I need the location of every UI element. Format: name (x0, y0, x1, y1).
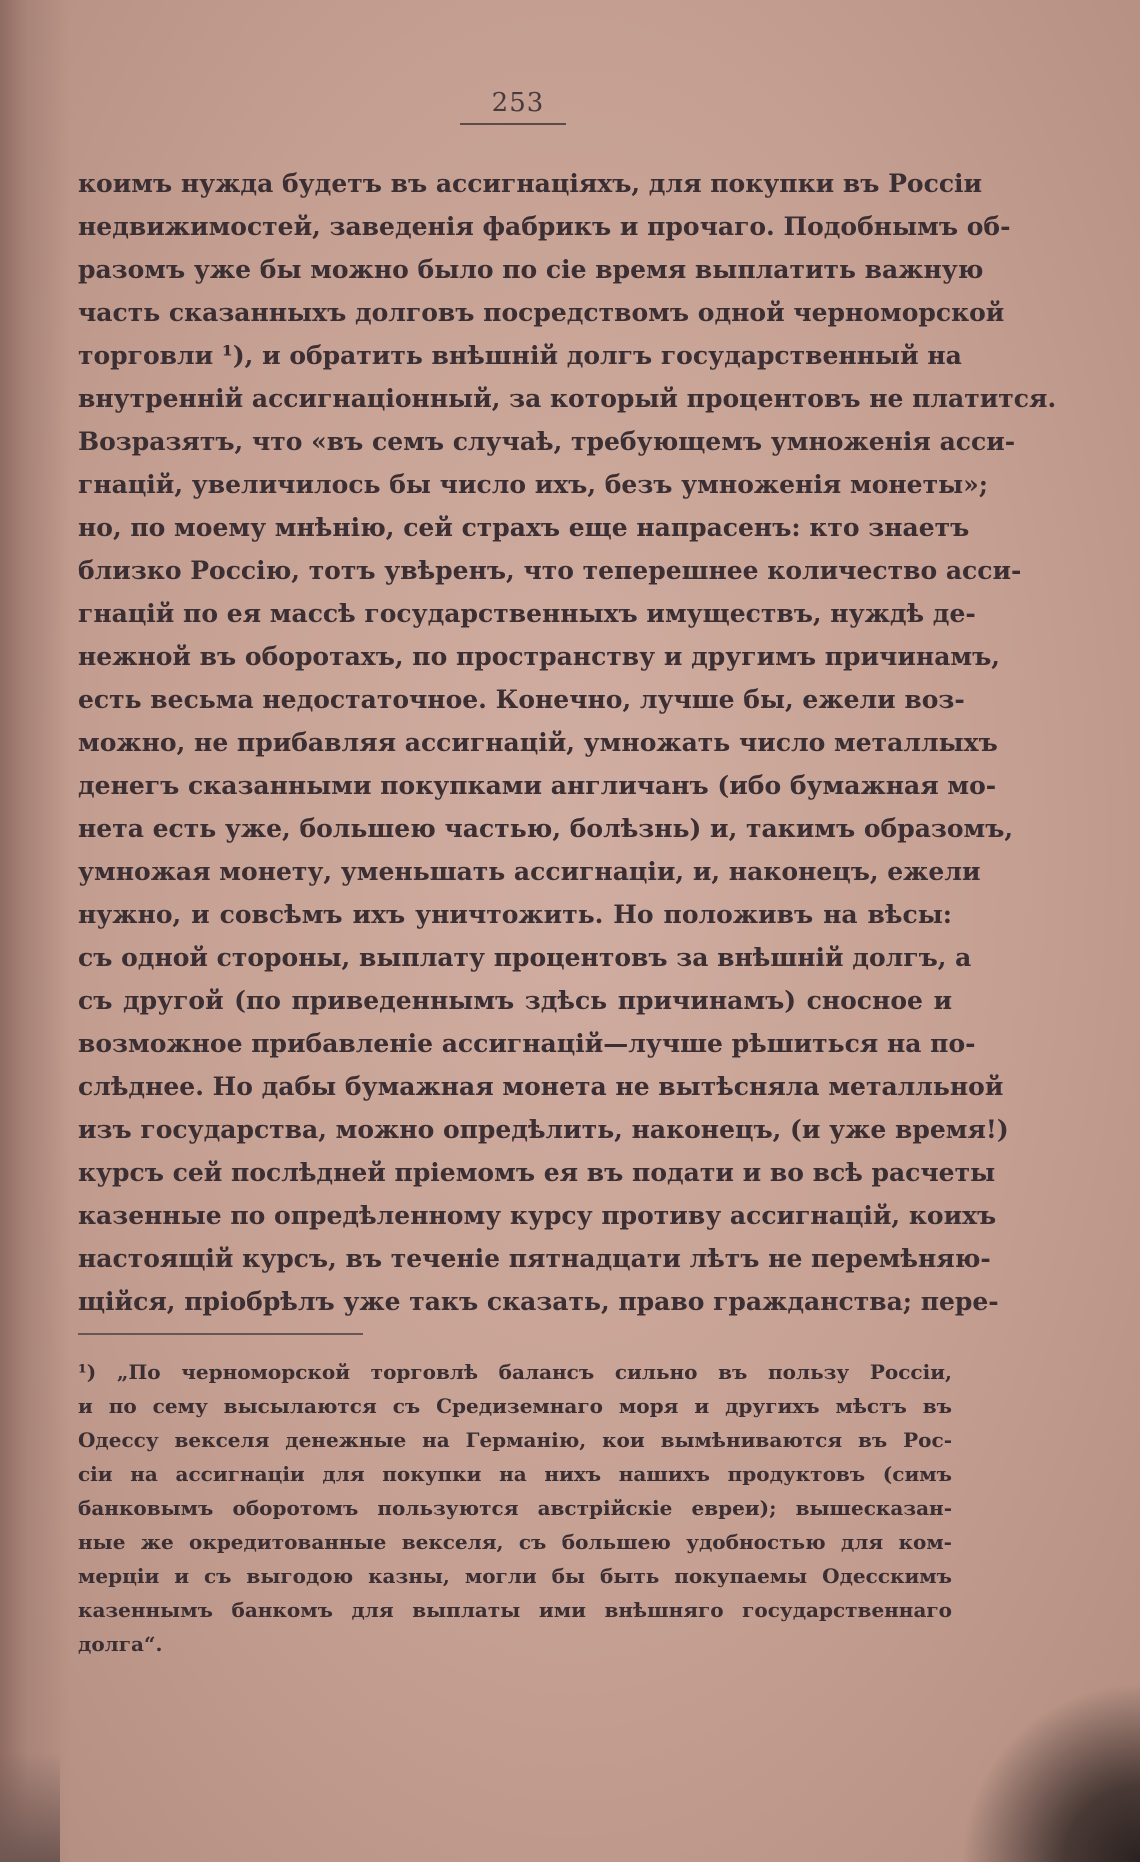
footnote-line: казеннымъ банкомъ для выплаты ими внѣшняго государственнаго (78, 1598, 952, 1622)
text-line: гнацiй по ея массѣ государственныхъ имуществъ, нуждѣ де- (78, 599, 976, 628)
text-line: Возразятъ, что «въ семъ случаѣ, требующемъ умноженiя асси- (78, 427, 1016, 456)
text-line: разомъ уже бы можно было по сiе время выплатить важную (78, 255, 984, 284)
text-line: часть сказанныхъ долговъ посредствомъ одной черноморской (78, 298, 1005, 327)
text-line: съ другой (по приведеннымъ здѣсь причинамъ) сносное и (78, 986, 952, 1015)
footnote-line: ¹) „По черноморской торговлѣ балансъ сильно въ пользу Россiи, (78, 1360, 952, 1384)
footnote (78, 1355, 952, 1661)
text-line: денегъ сказанными покупками англичанъ (ибо бумажная мо- (78, 771, 997, 800)
page-shadow-left (0, 0, 70, 1862)
text-line: слѣднее. Но дабы бумажная монета не вытѣсняла металльной (78, 1072, 1004, 1101)
text-line: близко Россiю, тотъ увѣренъ, что теперешнее количество асси- (78, 556, 1022, 585)
text-line: гнацiй, увеличилось бы число ихъ, безъ умноженiя монеты»; (78, 470, 988, 499)
page-number: 253 (491, 88, 545, 118)
footnote-line: Одессу векселя денежные на Германiю, кои вымѣниваются въ Рос- (78, 1428, 952, 1452)
text-line: нета есть уже, большею частью, болѣзнь) и, такимъ образомъ, (78, 814, 1014, 843)
text-line: нужно, и совсѣмъ ихъ уничтожить. Но положивъ на вѣсы: (78, 900, 952, 929)
footnote-rule (78, 1333, 363, 1335)
page-shadow-corner (960, 1682, 1140, 1862)
text-line: есть весьма недостаточное. Конечно, лучше бы, ежели воз- (78, 685, 965, 714)
footnote-line: ные же окредитованные векселя, съ большею удобностью для ком- (78, 1530, 952, 1554)
text-line: щiйся, прiобрѣлъ уже такъ сказать, право гражданства; пере- (78, 1287, 999, 1316)
text-line: курсъ сей послѣдней прiемомъ ея въ подати и во всѣ расчеты (78, 1158, 996, 1187)
text-line: съ одной стороны, выплату процентовъ за внѣшнiй долгъ, а (78, 943, 972, 972)
footnote-line: банковымъ оборотомъ пользуются австрiйскiе евреи); вышесказан- (78, 1496, 952, 1520)
text-line: изъ государства, можно опредѣлить, наконецъ, (и уже время!) (78, 1115, 1009, 1144)
text-line: казенные по опредѣленному курсу противу ассигнацiй, коихъ (78, 1201, 997, 1230)
text-line: недвижимостей, заведенiя фабрикъ и прочаго. Подобнымъ об- (78, 212, 1011, 241)
text-line: настоящiй курсъ, въ теченiе пятнадцати лѣтъ не перемѣняю- (78, 1244, 991, 1273)
page-shadow-bottom (0, 1752, 60, 1862)
text-line: можно, не прибавляя ассигнацiй, умножать число металлыхъ (78, 728, 998, 757)
footnote-line: и по сему высылаются съ Средиземнаго моря и другихъ мѣстъ въ (78, 1394, 952, 1418)
text-line: торговли ¹), и обратить внѣшнiй долгъ государственный на (78, 341, 962, 370)
page-number-rule (460, 123, 566, 125)
text-line: но, по моему мнѣнiю, сей страхъ еще напрасенъ: кто знаетъ (78, 513, 970, 542)
footnote-line: долга“. (78, 1632, 163, 1656)
footnote-line: мерцiи и съ выгодою казны, могли бы быть покупаемы Одесскимъ (78, 1564, 952, 1588)
text-line: возможное прибавленiе ассигнацiй—лучше рѣшиться на по- (78, 1029, 976, 1058)
text-line: умножая монету, уменьшать ассигнацiи, и, наконецъ, ежели (78, 857, 981, 886)
text-line: внутреннiй ассигнацiонный, за который процентовъ не платится. (78, 384, 1057, 413)
text-line: нежной въ оборотахъ, по пространству и другимъ причинамъ, (78, 642, 1000, 671)
footnote-line: сiи на ассигнацiи для покупки на нихъ нашихъ продуктовъ (симъ (78, 1462, 952, 1486)
text-line: коимъ нужда будетъ въ ассигнацiяхъ, для покупки въ Россiи (78, 169, 983, 198)
body-text (78, 162, 1057, 1323)
